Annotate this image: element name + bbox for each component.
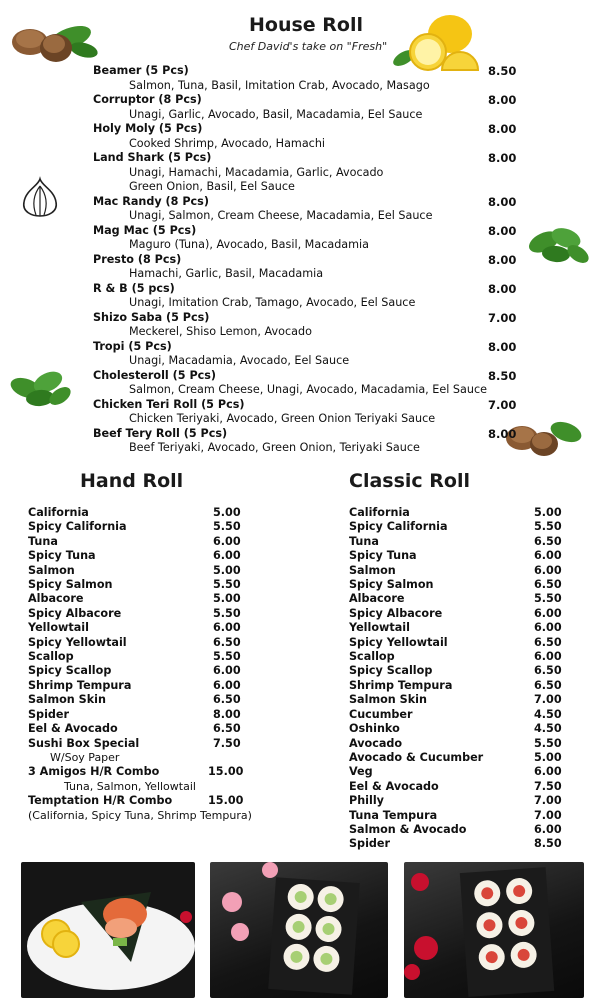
item-name: Spicy Tuna (28, 549, 96, 563)
garlic-icon (18, 176, 62, 218)
item-name: Spicy Salmon (28, 578, 113, 592)
classic-roll-photo (210, 862, 388, 998)
item-price: 6.00 (534, 822, 562, 836)
item-price: 6.50 (213, 693, 241, 707)
classic-roll-list (349, 506, 569, 852)
item-description: Cooked Shrimp, Avocado, Hamachi (129, 136, 326, 150)
item-name: Spider (28, 707, 70, 721)
item-description: Green Onion, Basil, Eel Sauce (129, 180, 295, 193)
item-price: 15.00 (208, 765, 244, 779)
house-roll-list (93, 64, 523, 456)
item-name: Veg (349, 765, 373, 779)
menu-item (28, 765, 268, 779)
item-price: 6.00 (213, 664, 241, 678)
item-price: 8.00 (488, 93, 517, 107)
item-price: 8.00 (488, 194, 517, 209)
item-name: Tuna (28, 534, 58, 548)
item-name: Corruptor (8 Pcs) (93, 93, 202, 106)
item-description: Unagi, Salmon, Cream Cheese, Macadamia, Eel Sauce (129, 209, 433, 222)
item-price: 6.00 (534, 621, 562, 635)
menu-item (28, 592, 268, 606)
item-note: W/Soy Paper (50, 750, 120, 764)
item-name: Presto (8 Pcs) (93, 252, 182, 266)
item-name: Yellowtail (28, 621, 89, 635)
item-name: Beef Tery Roll (5 Pcs) (93, 426, 228, 440)
menu-item (28, 535, 268, 549)
item-name: Shizo Saba (5 Pcs) (93, 310, 210, 324)
item-price: 15.00 (208, 794, 244, 808)
item-name: Spicy California (28, 520, 127, 534)
house-roll-title: House Roll (249, 14, 363, 36)
item-name: Salmon (28, 563, 75, 577)
item-name: Scallop (28, 650, 74, 664)
menu-item (28, 708, 268, 722)
item-description: Hamachi, Garlic, Basil, Macadamia (129, 267, 324, 280)
item-name: Spicy California (349, 520, 448, 534)
menu-item (349, 708, 569, 722)
item-price: 6.50 (213, 722, 241, 736)
item-name: Salmon Skin (349, 693, 427, 707)
menu-item (28, 636, 268, 650)
item-price: 5.50 (534, 520, 562, 534)
menu-item (93, 311, 523, 340)
mushroom-icon (8, 16, 103, 68)
item-name: Tropi (5 Pcs) (93, 339, 172, 353)
item-name: Spicy Tuna (349, 549, 417, 563)
item-price: 8.50 (488, 368, 517, 383)
item-price: 8.00 (488, 281, 517, 296)
item-description: Unagi, Garlic, Avocado, Basil, Macadamia, Eel Sauce (129, 107, 423, 121)
item-price: 6.00 (534, 650, 562, 664)
item-note: (California, Spicy Tuna, Shrimp Tempura) (28, 808, 252, 822)
menu-item (349, 780, 569, 794)
item-price: 5.00 (213, 506, 241, 519)
item-price: 8.00 (488, 223, 517, 238)
item-price: 7.00 (488, 397, 517, 412)
menu-item (349, 794, 569, 808)
menu-item (349, 722, 569, 736)
item-price: 5.50 (534, 592, 562, 606)
item-price: 8.00 (488, 252, 517, 267)
item-name: Mac Randy (8 Pcs) (93, 194, 209, 208)
item-name: Avocado & Cucumber (349, 750, 484, 764)
item-name: Spicy Salmon (349, 578, 434, 592)
menu-item (349, 837, 569, 851)
item-name: Shrimp Tempura (349, 678, 453, 692)
menu-item (28, 679, 268, 693)
basil-icon (522, 220, 592, 270)
menu-item (28, 693, 268, 707)
menu-item (93, 369, 523, 398)
menu-item (349, 636, 569, 650)
menu-item (349, 607, 569, 621)
menu-item (28, 578, 268, 592)
item-price: 8.00 (488, 426, 517, 441)
item-price: 6.50 (534, 534, 562, 548)
item-note: Tuna, Salmon, Yellowtail (64, 779, 196, 793)
menu-item (349, 809, 569, 823)
item-name: Spicy Yellowtail (28, 635, 127, 649)
menu-item (349, 679, 569, 693)
item-price: 7.50 (534, 779, 562, 793)
item-price: 5.50 (213, 578, 241, 592)
item-price: 6.00 (213, 621, 241, 635)
item-price: 6.00 (534, 563, 562, 577)
item-name: Avocado (349, 736, 403, 750)
item-name: R & B (5 pcs) (93, 281, 175, 295)
item-price: 6.00 (213, 549, 241, 563)
menu-item (349, 578, 569, 592)
item-name: Oshinko (349, 722, 400, 736)
classic-roll-title: Classic Roll (349, 470, 470, 492)
item-name: California (349, 506, 410, 519)
item-price: 7.00 (534, 794, 562, 808)
house-roll-subtitle: Chef David's take on "Fresh" (229, 40, 388, 53)
item-price: 5.50 (534, 736, 562, 750)
item-name: Tuna (349, 534, 379, 548)
item-description: Unagi, Macadamia, Avocado, Eel Sauce (129, 354, 350, 367)
item-price: 8.00 (488, 122, 517, 136)
menu-item (28, 794, 268, 808)
menu-item (349, 765, 569, 779)
item-name: Philly (349, 794, 384, 808)
item-description: Unagi, Hamachi, Macadamia, Garlic, Avocado (129, 165, 384, 179)
menu-item (349, 693, 569, 707)
hand-roll-title: Hand Roll (80, 470, 184, 492)
menu-item (349, 564, 569, 578)
menu-item (28, 564, 268, 578)
item-price: 7.00 (488, 310, 517, 325)
menu-item (349, 506, 569, 520)
item-name: Albacore (349, 592, 405, 606)
item-description: Unagi, Imitation Crab, Tamago, Avocado, Eel Sauce (129, 296, 416, 309)
item-name: 3 Amigos H/R Combo (28, 765, 160, 779)
hand-roll-photo (21, 862, 195, 998)
item-price: 6.00 (534, 606, 562, 620)
item-price: 8.00 (488, 151, 517, 165)
menu-item (349, 520, 569, 534)
hand-roll-list (28, 506, 268, 823)
item-description: Salmon, Cream Cheese, Unagi, Avocado, Macadamia, Eel Sauce (129, 383, 487, 396)
menu-item (28, 737, 268, 751)
item-price: 6.50 (213, 635, 241, 649)
spicy-roll-photo (404, 862, 584, 998)
item-price: 5.50 (213, 650, 241, 664)
item-description: Beef Teriyaki, Avocado, Green Onion, Teriyaki Sauce (129, 441, 420, 454)
item-price: 6.00 (534, 765, 562, 779)
item-description: Salmon, Tuna, Basil, Imitation Crab, Avocado, Masago (129, 78, 430, 92)
item-name: Scallop (349, 650, 395, 664)
item-price: 6.00 (534, 549, 562, 563)
item-name: Tuna Tempura (349, 808, 438, 822)
menu-item (28, 664, 268, 678)
item-price: 4.50 (534, 722, 562, 736)
item-price: 5.50 (213, 520, 241, 534)
item-name: Land Shark (5 Pcs) (93, 151, 212, 164)
item-name: Eel & Avocado (349, 779, 439, 793)
item-name: Salmon & Avocado (349, 822, 467, 836)
item-name: Chicken Teri Roll (5 Pcs) (93, 397, 245, 411)
item-price: 7.00 (534, 693, 562, 707)
item-name: Spicy Scallop (28, 664, 112, 678)
menu-item (93, 398, 523, 427)
menu-item (93, 253, 523, 282)
item-price: 4.50 (534, 707, 562, 721)
item-name: Spicy Albacore (349, 606, 443, 620)
item-description: Chicken Teriyaki, Avocado, Green Onion Teriyaki Sauce (129, 412, 436, 425)
menu-item (28, 650, 268, 664)
menu-item (349, 621, 569, 635)
item-price: 8.00 (488, 339, 517, 354)
menu-item (28, 621, 268, 635)
menu-item (93, 195, 523, 224)
item-description: Meckerel, Shiso Lemon, Avocado (129, 325, 312, 338)
menu-item (93, 427, 523, 456)
menu-item (349, 664, 569, 678)
menu-item (349, 535, 569, 549)
menu-item (93, 224, 523, 253)
item-name: Spider (349, 837, 391, 851)
item-name: Spicy Yellowtail (349, 635, 448, 649)
item-price: 8.50 (534, 837, 562, 851)
item-price: 6.00 (213, 678, 241, 692)
menu-item (349, 549, 569, 563)
menu-item (28, 549, 268, 563)
menu-item (93, 122, 523, 151)
menu-item (93, 151, 523, 195)
menu-item (28, 607, 268, 621)
menu-item (28, 506, 268, 520)
item-name: Sushi Box Special (28, 736, 140, 750)
item-price: 6.50 (534, 578, 562, 592)
item-price: 5.00 (213, 563, 241, 577)
item-price: 8.50 (488, 64, 517, 78)
item-name: Shrimp Tempura (28, 678, 132, 692)
item-name: Cholesteroll (5 Pcs) (93, 368, 217, 382)
menu-item (93, 64, 523, 93)
item-price: 5.00 (213, 592, 241, 606)
menu-item (93, 93, 523, 122)
item-price: 6.50 (534, 635, 562, 649)
item-name: Eel & Avocado (28, 722, 118, 736)
menu-item (349, 751, 569, 765)
item-name: Mag Mac (5 Pcs) (93, 223, 197, 237)
menu-item (349, 737, 569, 751)
item-name: Spicy Scallop (349, 664, 433, 678)
basil-icon (6, 364, 76, 414)
item-name: California (28, 506, 89, 519)
item-price: 7.50 (213, 736, 241, 750)
item-price: 5.50 (213, 606, 241, 620)
item-price: 7.00 (534, 808, 562, 822)
menu-item (28, 520, 268, 534)
item-name: Salmon Skin (28, 693, 106, 707)
menu-item (93, 282, 523, 311)
menu-item (349, 650, 569, 664)
item-name: Beamer (5 Pcs) (93, 64, 189, 77)
item-price: 5.00 (534, 750, 562, 764)
item-price: 6.50 (534, 664, 562, 678)
item-name: Albacore (28, 592, 84, 606)
item-price: 8.00 (213, 707, 241, 721)
item-name: Holy Moly (5 Pcs) (93, 122, 203, 135)
menu-item (349, 592, 569, 606)
item-name: Cucumber (349, 707, 413, 721)
menu-item (93, 340, 523, 369)
menu-item (349, 823, 569, 837)
item-price: 6.50 (534, 678, 562, 692)
menu-item (28, 722, 268, 736)
item-price: 6.00 (213, 534, 241, 548)
item-price: 5.00 (534, 506, 562, 519)
item-description: Maguro (Tuna), Avocado, Basil, Macadamia (129, 238, 370, 251)
item-name: Temptation H/R Combo (28, 794, 173, 808)
item-name: Salmon (349, 563, 396, 577)
item-name: Spicy Albacore (28, 606, 122, 620)
item-name: Yellowtail (349, 621, 410, 635)
